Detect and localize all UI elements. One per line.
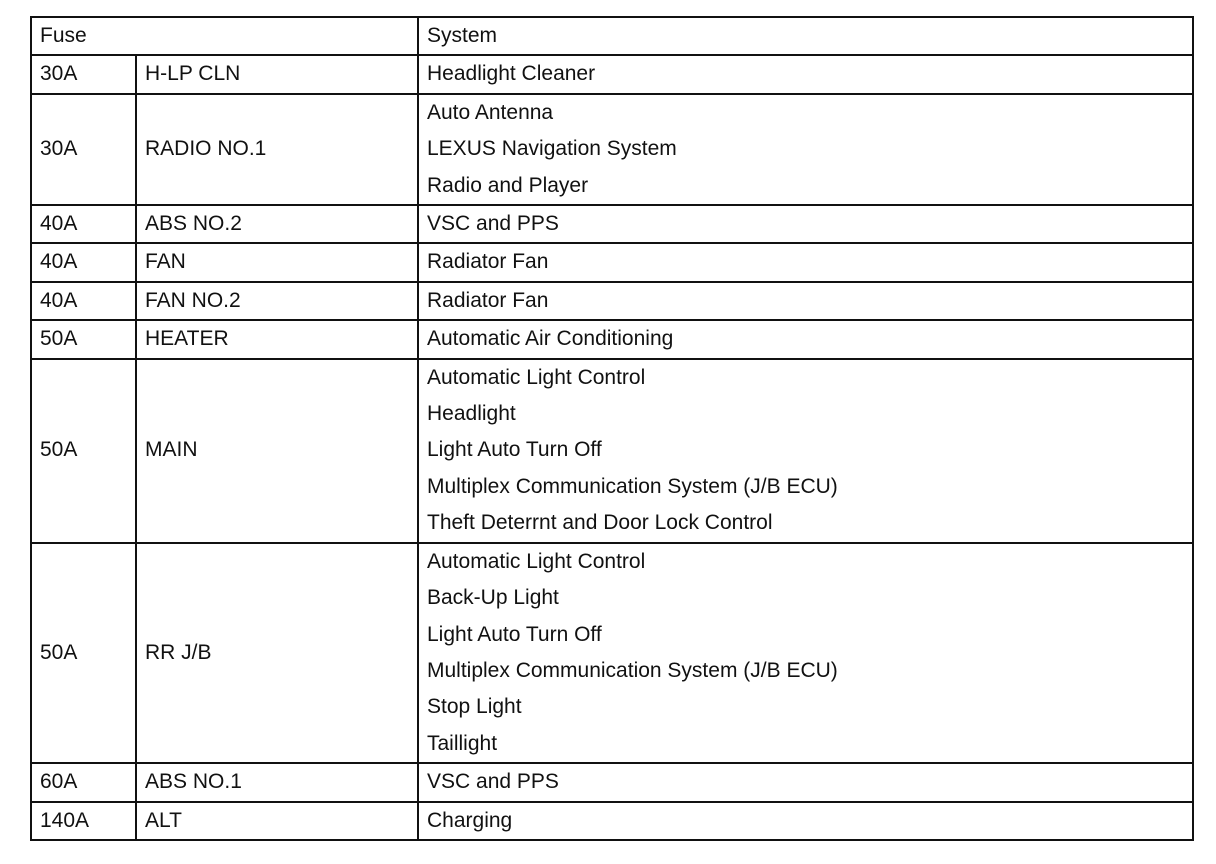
system-item: Radiator Fan <box>427 250 549 274</box>
system-item: VSC and PPS <box>427 770 559 794</box>
fuse-name: RADIO NO.1 <box>136 94 418 205</box>
table-row <box>31 802 1193 840</box>
system-cell <box>418 359 1193 543</box>
table-row <box>31 282 1193 320</box>
table-row <box>31 763 1193 801</box>
system-item: Multiplex Communication System (J/B ECU) <box>427 474 838 498</box>
fuse-name: ALT <box>136 802 418 840</box>
fuse-amperage: 30A <box>31 55 136 93</box>
system-cell <box>418 205 1193 243</box>
system-cell <box>418 543 1193 763</box>
fuse-amperage: 40A <box>31 282 136 320</box>
table-row <box>31 243 1193 281</box>
fuse-amperage: 50A <box>31 543 136 763</box>
fuse-name: FAN <box>136 243 418 281</box>
system-item: Theft Deterrnt and Door Lock Control <box>427 511 773 535</box>
system-cell <box>418 320 1193 358</box>
system-cell <box>418 94 1193 205</box>
system-item: Light Auto Turn Off <box>427 622 602 646</box>
fuse-amperage: 60A <box>31 763 136 801</box>
fuse-name: RR J/B <box>136 543 418 763</box>
system-cell <box>418 243 1193 281</box>
system-item: Taillight <box>427 731 498 755</box>
table-row <box>31 55 1193 93</box>
system-cell <box>418 802 1193 840</box>
fuse-name: MAIN <box>136 359 418 543</box>
fuse-name: ABS NO.2 <box>136 205 418 243</box>
table-row <box>31 543 1193 763</box>
table-row <box>31 205 1193 243</box>
fuse-amperage: 140A <box>31 802 136 840</box>
fuse-column-header: Fuse <box>31 17 418 55</box>
system-item: Stop Light <box>427 695 522 719</box>
system-item: VSC and PPS <box>427 212 559 236</box>
fuse-name: FAN NO.2 <box>136 282 418 320</box>
system-item: LEXUS Navigation System <box>427 137 677 161</box>
system-item: Back-Up Light <box>427 586 559 610</box>
fuse-rows <box>31 55 1193 840</box>
fuse-amperage: 40A <box>31 205 136 243</box>
system-item: Radiator Fan <box>427 288 549 312</box>
fuse-amperage: 50A <box>31 320 136 358</box>
system-item: Radio and Player <box>427 173 589 197</box>
fuse-name: H-LP CLN <box>136 55 418 93</box>
system-item: Light Auto Turn Off <box>427 438 602 462</box>
fuse-name: HEATER <box>136 320 418 358</box>
fuse-amperage: 40A <box>31 243 136 281</box>
system-item: Automatic Light Control <box>427 365 646 389</box>
header-row <box>31 17 1193 55</box>
system-item: Charging <box>427 808 513 832</box>
system-cell <box>418 763 1193 801</box>
system-item: Headlight Cleaner <box>427 62 596 86</box>
system-cell <box>418 55 1193 93</box>
fuse-name: ABS NO.1 <box>136 763 418 801</box>
system-cell <box>418 282 1193 320</box>
system-item: Multiplex Communication System (J/B ECU) <box>427 658 838 682</box>
table-row <box>31 359 1193 543</box>
system-item: Headlight <box>427 402 516 426</box>
system-item: Automatic Air Conditioning <box>427 327 674 351</box>
fuse-amperage: 30A <box>31 94 136 205</box>
system-item: Automatic Light Control <box>427 549 646 573</box>
table-row <box>31 94 1193 205</box>
fuse-table <box>30 16 1194 841</box>
system-column-header: System <box>418 17 1193 55</box>
fuse-amperage: 50A <box>31 359 136 543</box>
table-row <box>31 320 1193 358</box>
system-item: Auto Antenna <box>427 100 554 124</box>
